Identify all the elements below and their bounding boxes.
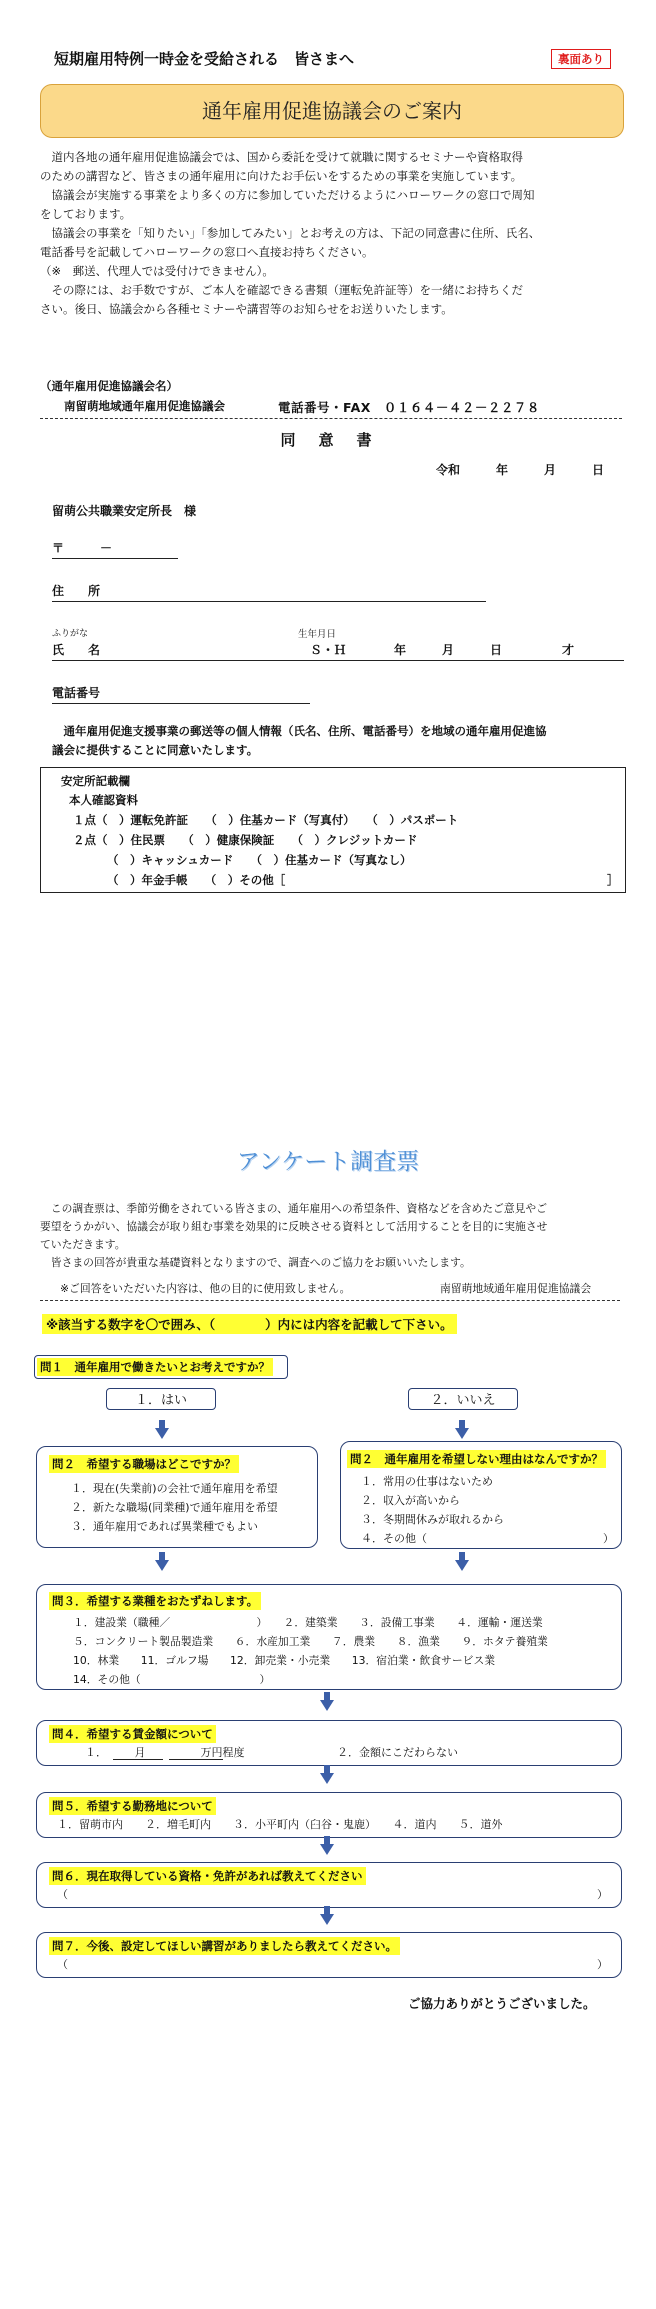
q2-workplace-option[interactable]: ２．新たな職場(同業種)で通年雇用を希望: [71, 1501, 278, 1514]
q4-amount-underline: [169, 1759, 223, 1760]
q3-industry-box: [36, 1584, 622, 1690]
q2-reason-box: [340, 1441, 622, 1549]
q1-no-label: ２．いいえ: [430, 1393, 496, 1408]
q3-industry-row[interactable]: 14．その他（ ）: [73, 1673, 271, 1686]
q7-training-title: 問７．今後、設定してほしい講習がありましたら教えてください。: [49, 1937, 400, 1955]
intro-line: 協議会が実施する事業をより多くの方に参加していただけるようにハローワークの窓口で周知: [40, 188, 535, 202]
id-docs-row1[interactable]: １点（ ）運転免許証 （ ）住基カード（写真付） （ ）パスポート: [73, 813, 459, 827]
q6-qualification-title: 問６．現在取得している資格・免許があれば教えてください: [49, 1867, 366, 1885]
q2-reason-option[interactable]: １．常用の仕事はないため: [361, 1475, 493, 1488]
intro-line: をしております。: [40, 207, 132, 221]
office-use-box: [40, 767, 626, 893]
q6-qualification-box: [36, 1862, 622, 1908]
q4-wage-title: 問４．希望する賃金額について: [49, 1725, 216, 1743]
survey-intro: [40, 1200, 632, 1272]
office-box-title: 安定所記載欄: [61, 774, 130, 788]
address-label: 住 所: [52, 584, 101, 598]
banner-title: 通年雇用促進協議会のご案内: [202, 99, 462, 123]
q2-workplace-option[interactable]: １．現在(失業前)の会社で通年雇用を希望: [71, 1482, 278, 1495]
q3-industry-row[interactable]: 10．林業 11．ゴルフ場 12．卸売業・小売業 13．宿泊業・飲食サービス業: [73, 1654, 496, 1667]
phone-field[interactable]: [52, 684, 310, 704]
privacy-note: ※ご回答をいただいた内容は、他の目的に使用致しません。: [60, 1282, 351, 1295]
intro-line: （※ 郵送、代理人では受付けできません）。: [40, 264, 274, 278]
q2-reason-option[interactable]: ２．収入が高いから: [361, 1494, 460, 1507]
arrow-down-icon: [455, 1560, 469, 1571]
intro-line: その際には、お手数ですが、ご本人を確認できる書類（運転免許証等）を一緒にお持ちくだ: [40, 283, 523, 297]
survey-intro-line: 皆さまの回答が貴重な基礎資料となりますので、調査へのご協力をお願いいたします。: [40, 1256, 471, 1269]
q7-close-paren: ）: [597, 1958, 608, 1971]
arrow-down-icon: [320, 1914, 334, 1925]
id-docs-row2[interactable]: ２点（ ）住民票 （ ）健康保険証 （ ）クレジットカード: [73, 833, 418, 847]
arrow-down-icon: [320, 1700, 334, 1711]
intro-line: のための講習など、皆さまの通年雇用に向けたお手伝いをするための事業を実施しています。: [40, 169, 523, 183]
consent-line: 通年雇用促進支援事業の郵送等の個人情報（氏名、住所、電話番号）を地域の通年雇用促進協: [52, 724, 547, 738]
survey-title: アンケート調査票: [236, 1149, 420, 1175]
date-line: 令和 年 月 日: [436, 463, 605, 477]
q4-wage-option-1[interactable]: １． 月 万円程度: [85, 1746, 245, 1759]
id-docs-row3[interactable]: （ ）キャッシュカード （ ）住基カード（写真なし）: [107, 853, 412, 867]
q3-industry-options[interactable]: [73, 1613, 548, 1689]
intro-line: 協議会の事業を「知りたい」「参加してみたい」とお考えの方は、下記の同意書に住所、氏名、: [40, 226, 541, 240]
q1-no-option[interactable]: [408, 1388, 518, 1410]
q2-reason-other-close: ）: [603, 1532, 614, 1545]
q2-workplace-options[interactable]: [71, 1479, 278, 1536]
q2-reason-options[interactable]: [361, 1472, 611, 1548]
birth-line: Ｓ・Ｈ 年 月 日 才: [310, 643, 575, 657]
thanks: ご協力ありがとうございました。: [408, 1996, 596, 2011]
q5-location-title: 問５．希望する勤務地について: [49, 1797, 216, 1815]
q6-close-paren: ）: [597, 1888, 608, 1901]
intro-line: 電話番号を記載してハローワークの窓口へ直接お持ちください。: [40, 245, 374, 259]
header-to: 短期雇用特例一時金を受給される 皆さまへ: [54, 50, 355, 68]
id-docs-row4[interactable]: （ ）年金手帳 （ ）その他［: [107, 873, 286, 887]
consent-line: 議会に提供することに同意いたします。: [52, 743, 259, 757]
q2-reason-option[interactable]: ４．その他（: [361, 1532, 427, 1545]
consent-text: [52, 722, 632, 760]
intro-line: さい。後日、協議会から各種セミナーや講習等のお知らせをお送りいたします。: [40, 302, 453, 316]
intro-line: 道内各地の通年雇用促進協議会では、国から委託を受けて就職に関するセミナーや資格取得: [40, 150, 523, 164]
q5-location-options[interactable]: １．留萌市内 ２．増毛町内 ３．小平町内（臼谷・鬼鹿） ４．道内 ５．道外: [57, 1818, 503, 1831]
q3-industry-title: 問３．希望する業種をおたずねします。: [49, 1592, 261, 1610]
q4-wage-option-2[interactable]: ２．金額にこだわらない: [337, 1746, 458, 1759]
arrow-down-icon: [455, 1428, 469, 1439]
q3-industry-row[interactable]: １．建設業（職種／ ） ２．建築業 ３．設備工事業 ４．運輸・運送業: [73, 1616, 543, 1629]
survey-org-name: 南留萌地域通年雇用促進協議会: [440, 1282, 592, 1295]
office-box-subtitle: 本人確認資料: [69, 793, 138, 807]
q5-location-box: [36, 1792, 622, 1838]
q7-training-box: [36, 1932, 622, 1978]
address-field[interactable]: [52, 582, 486, 602]
org-name: 南留萌地域通年雇用促進協議会: [64, 399, 225, 413]
q6-open-paren[interactable]: （: [57, 1888, 68, 1901]
intro-paragraph: [40, 148, 630, 319]
q2-reason-option[interactable]: ３．冬期間休みが取れるから: [361, 1513, 504, 1526]
q2-workplace-box: [36, 1446, 318, 1548]
survey-divider: [40, 1300, 620, 1301]
title-banner: [40, 84, 624, 138]
postal-label: 〒 －: [52, 541, 113, 555]
cut-line: [40, 418, 622, 419]
consent-title: 同 意 書: [280, 431, 376, 449]
furigana-label: ふりがな: [52, 629, 89, 639]
arrow-down-icon: [320, 1773, 334, 1784]
org-label: （通年雇用促進協議会名）: [40, 379, 178, 393]
q3-industry-row[interactable]: ５．コンクリート製品製造業 ６．水産加工業 ７．農業 ８．漁業 ９．ホタテ養殖業: [73, 1635, 548, 1648]
q2-workplace-title: 問２ 希望する職場はどこですか？: [49, 1455, 239, 1473]
phone-label: 電話番号: [52, 686, 101, 700]
arrow-down-icon: [155, 1560, 169, 1571]
arrow-down-icon: [155, 1428, 169, 1439]
q1-yes-label: １．はい: [134, 1393, 187, 1408]
name-field[interactable]: [52, 641, 624, 661]
q4-month-underline: [113, 1759, 163, 1760]
birth-label: 生年月日: [298, 629, 337, 640]
id-docs-row4-end: ］: [607, 873, 619, 887]
survey-intro-line: 要望をうかがい、協議会が取り組む事業を効果的に反映させる資料として活用することを目的に実施させ: [40, 1220, 548, 1233]
instruction: ※該当する数字を〇で囲み、（ ）内には内容を記載して下さい。: [42, 1314, 457, 1334]
reverse-badge: 裏面あり: [551, 49, 611, 69]
q1-title: 問１ 通年雇用で働きたいとお考えですか？: [37, 1358, 273, 1376]
q4-wage-box: [36, 1720, 622, 1766]
postal-field[interactable]: [52, 539, 178, 559]
org-phone: 電話番号・FAX ０１６４－４２－２２７８: [278, 400, 540, 415]
q2-workplace-option[interactable]: ３．通年雇用であれば異業種でもよい: [71, 1520, 258, 1533]
arrow-down-icon: [320, 1844, 334, 1855]
q1-yes-option[interactable]: [106, 1388, 216, 1410]
q2-reason-title: 問２ 通年雇用を希望しない理由はなんですか？: [347, 1450, 606, 1468]
name-label: 氏 名: [52, 643, 101, 657]
survey-intro-line: ていただきます。: [40, 1238, 126, 1251]
survey-intro-line: この調査票は、季節労働をされている皆さまの、通年雇用への希望条件、資格などを含めたご意見やご: [40, 1202, 548, 1215]
q7-open-paren[interactable]: （: [57, 1958, 68, 1971]
addressee: 留萌公共職業安定所長 様: [52, 504, 197, 518]
q1-box: [34, 1355, 288, 1379]
